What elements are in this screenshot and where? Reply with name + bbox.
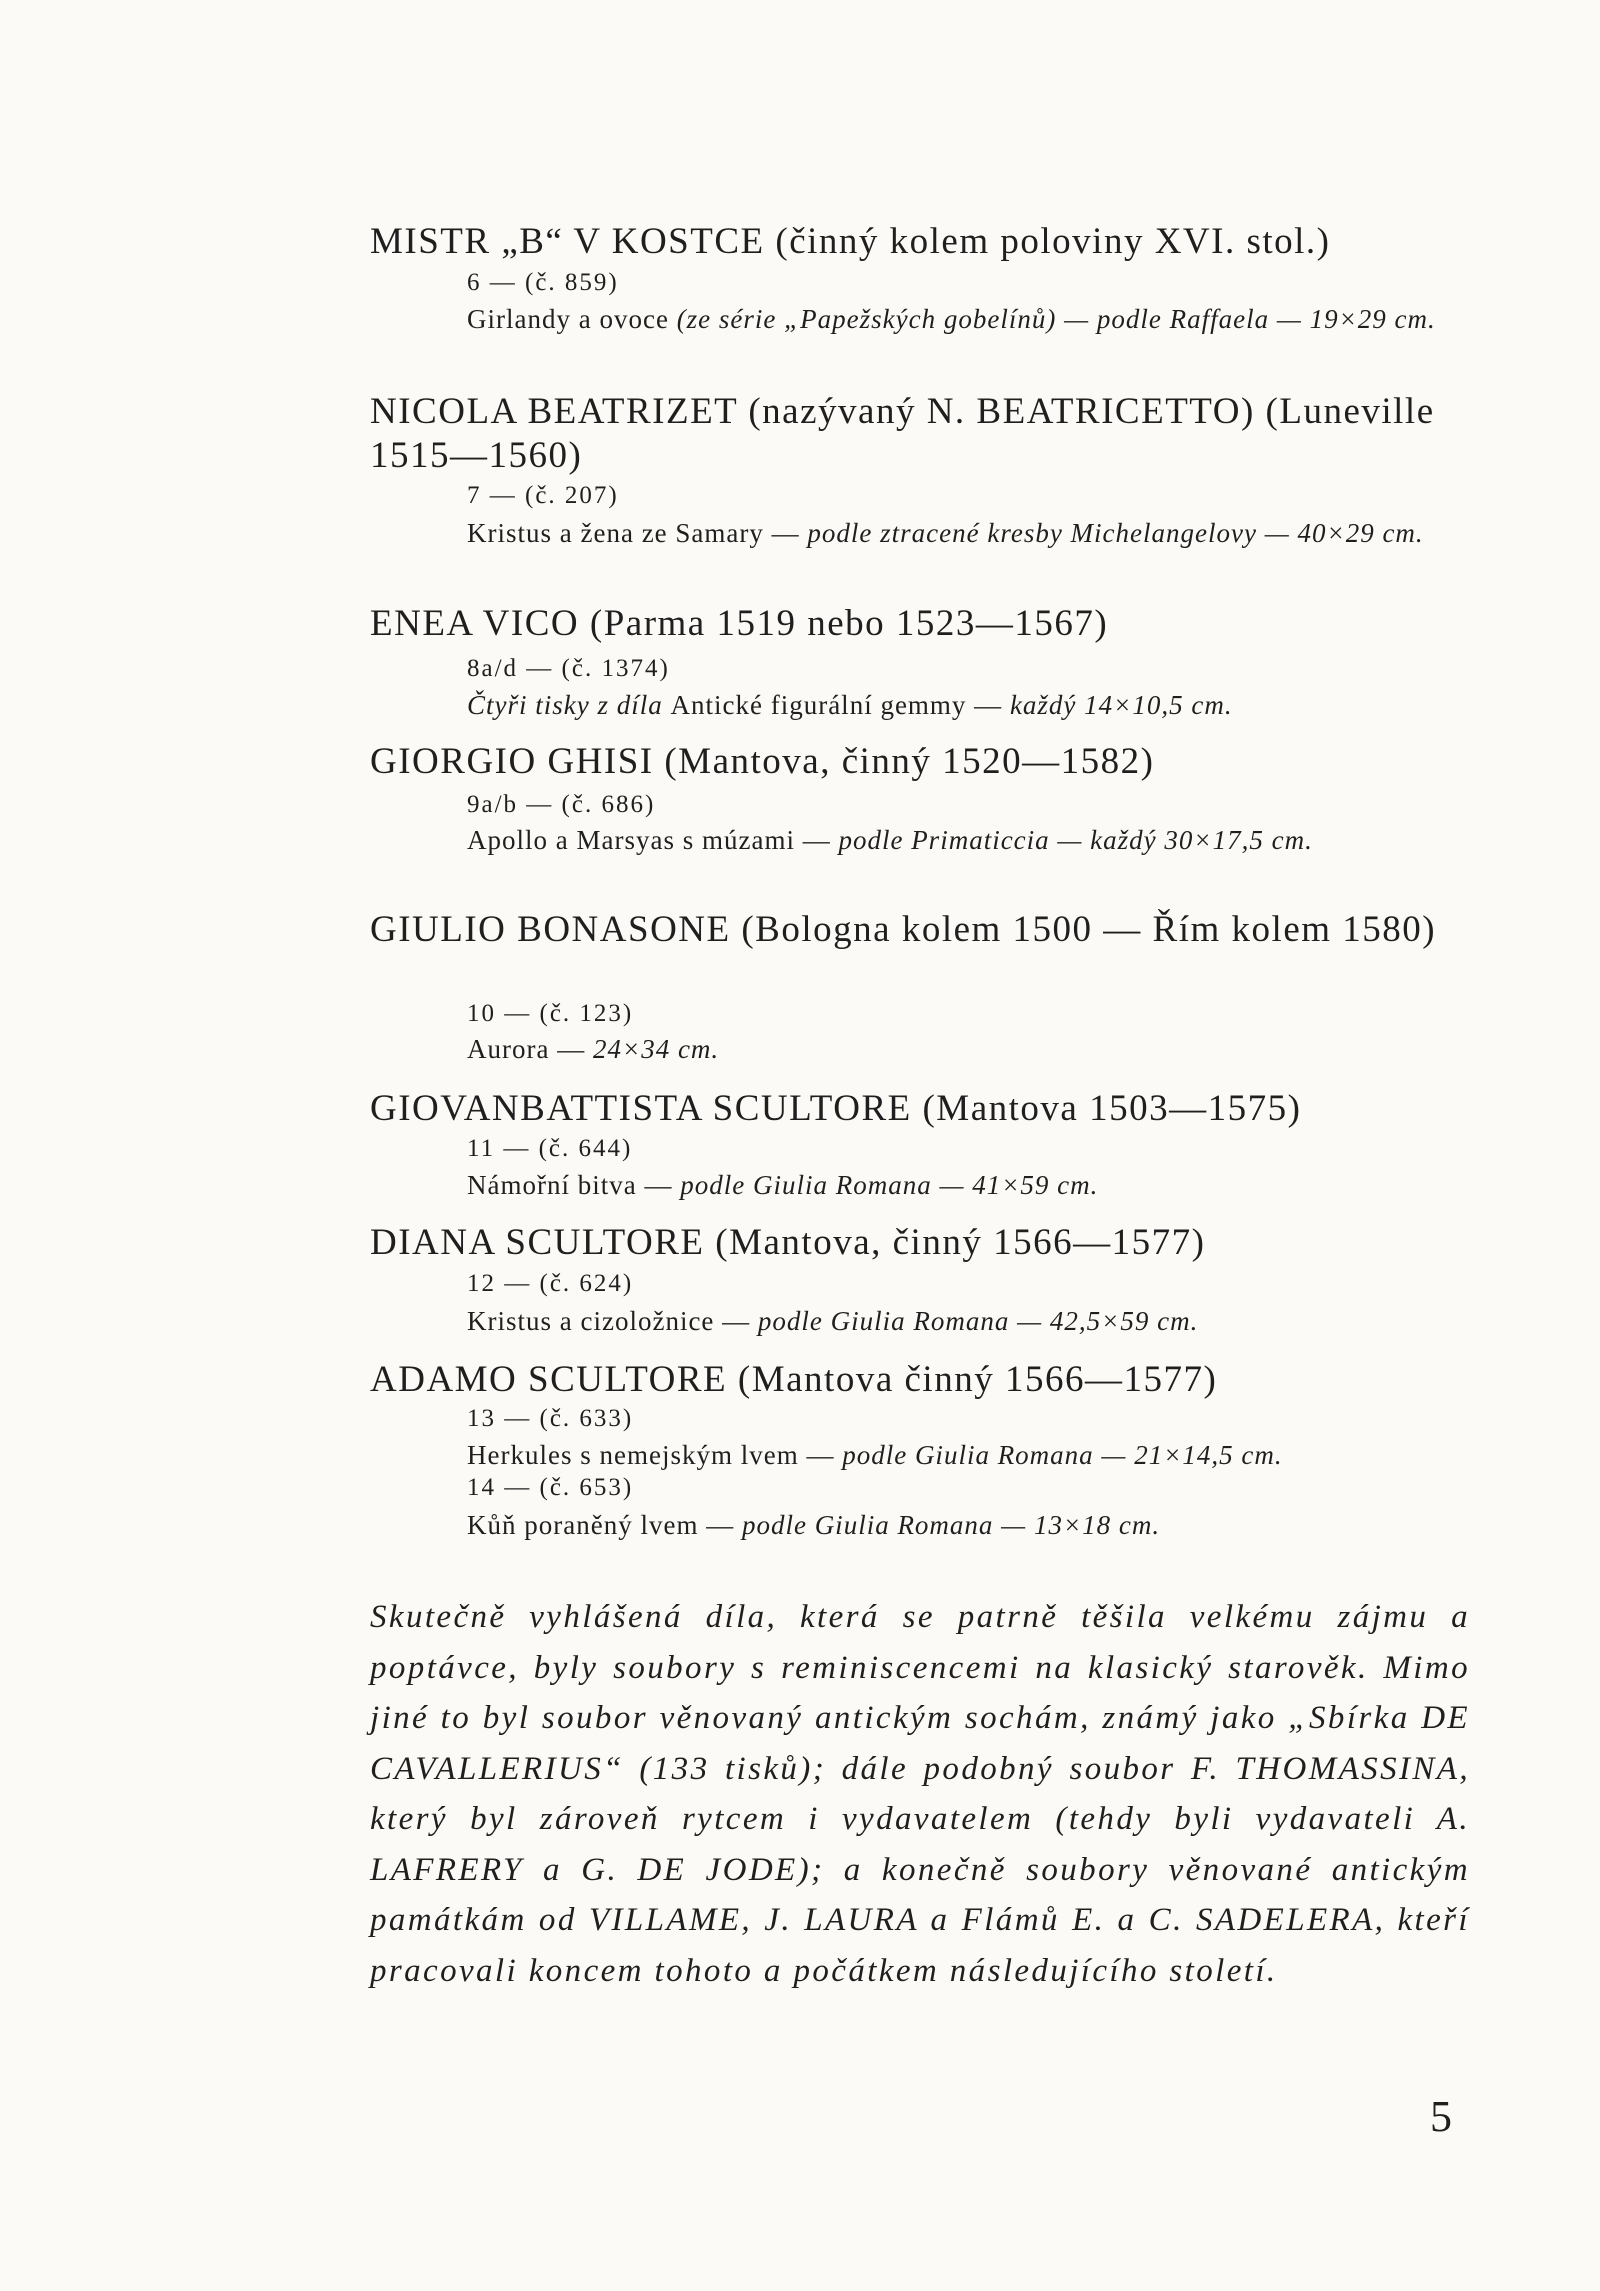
artist-heading: GIULIO BONASONE (Bologna kolem 1500 — Řím kolem 1580) bbox=[370, 909, 1437, 950]
catalog-number: 11 — (č. 644) bbox=[467, 1135, 633, 1162]
print-description: Apollo a Marsyas s múzami — podle Primaticcia — každý 30×17,5 cm. bbox=[467, 825, 1313, 855]
print-description: Kůň poraněný lvem — podle Giulia Romana — 13×18 cm. bbox=[467, 1510, 1161, 1540]
artist-heading: DIANA SCULTORE (Mantova, činný 1566—1577) bbox=[370, 1222, 1206, 1263]
catalog-number: 14 — (č. 653) bbox=[467, 1474, 634, 1501]
catalog-number: 12 — (č. 624) bbox=[467, 1270, 634, 1297]
page-number: 5 bbox=[1430, 2092, 1452, 2141]
print-description: Aurora — 24×34 cm. bbox=[467, 1034, 720, 1064]
catalog-number: 10 — (č. 123) bbox=[467, 1000, 634, 1027]
print-description: Kristus a cizoložnice — podle Giulia Romana — 42,5×59 cm. bbox=[467, 1306, 1199, 1336]
catalog-number: 9a/b — (č. 686) bbox=[467, 791, 656, 818]
print-description: Herkules s nemejským lvem — podle Giulia Romana — 21×14,5 cm. bbox=[467, 1440, 1283, 1470]
print-description: Námořní bitva — podle Giulia Romana — 41×59 cm. bbox=[467, 1170, 1099, 1200]
catalog-number: 13 — (č. 633) bbox=[467, 1405, 634, 1432]
artist-heading: ENEA VICO (Parma 1519 nebo 1523—1567) bbox=[370, 603, 1109, 644]
catalog-number: 6 — (č. 859) bbox=[467, 269, 619, 296]
print-description: Čtyři tisky z díla Antické figurální gemmy — každý 14×10,5 cm. bbox=[467, 690, 1233, 720]
artist-heading: ADAMO SCULTORE (Mantova činný 1566—1577) bbox=[370, 1359, 1218, 1400]
artist-heading: GIOVANBATTISTA SCULTORE (Mantova 1503—1575) bbox=[370, 1088, 1302, 1129]
artist-heading: MISTR „B“ V KOSTCE (činný kolem poloviny XVI. stol.) bbox=[370, 221, 1331, 262]
artist-heading: NICOLA BEATRIZET (nazývaný N. BEATRICETTO) (Luneville 1515—1560) bbox=[370, 391, 1435, 476]
print-description: Girlandy a ovoce (ze série „Papežských gobelínů) — podle Raffaela — 19×29 cm. bbox=[467, 304, 1436, 334]
catalog-number: 7 — (č. 207) bbox=[467, 482, 619, 509]
artist-heading: GIORGIO GHISI (Mantova, činný 1520—1582) bbox=[370, 741, 1155, 782]
body-paragraph: Skutečně vyhlášená díla, která se patrně těšila velkému zájmu a poptávce, byly soubory s reminiscencemi na klasický starověk. Mimo jiné to byl soubor věnovaný antickým sochám, známý jako „Sbírka DE CAVALLERIUS“ (133 tisků); dále podobný soubor F. THOMASSINA, který byl zároveň rytcem i vydavatelem (tehdy byli vydavateli A. LAFRERY a G. DE JODE); a konečně soubory věnované antickým památkám od VILLAME, J. LAURA a Flámů E. a C. SADELERA, kteří pracovali koncem tohoto a počátkem následujícího století. bbox=[370, 1599, 1470, 1989]
print-description: Kristus a žena ze Samary — podle ztracené kresby Michelangelovy — 40×29 cm. bbox=[467, 518, 1424, 548]
catalog-number: 8a/d — (č. 1374) bbox=[467, 655, 670, 682]
